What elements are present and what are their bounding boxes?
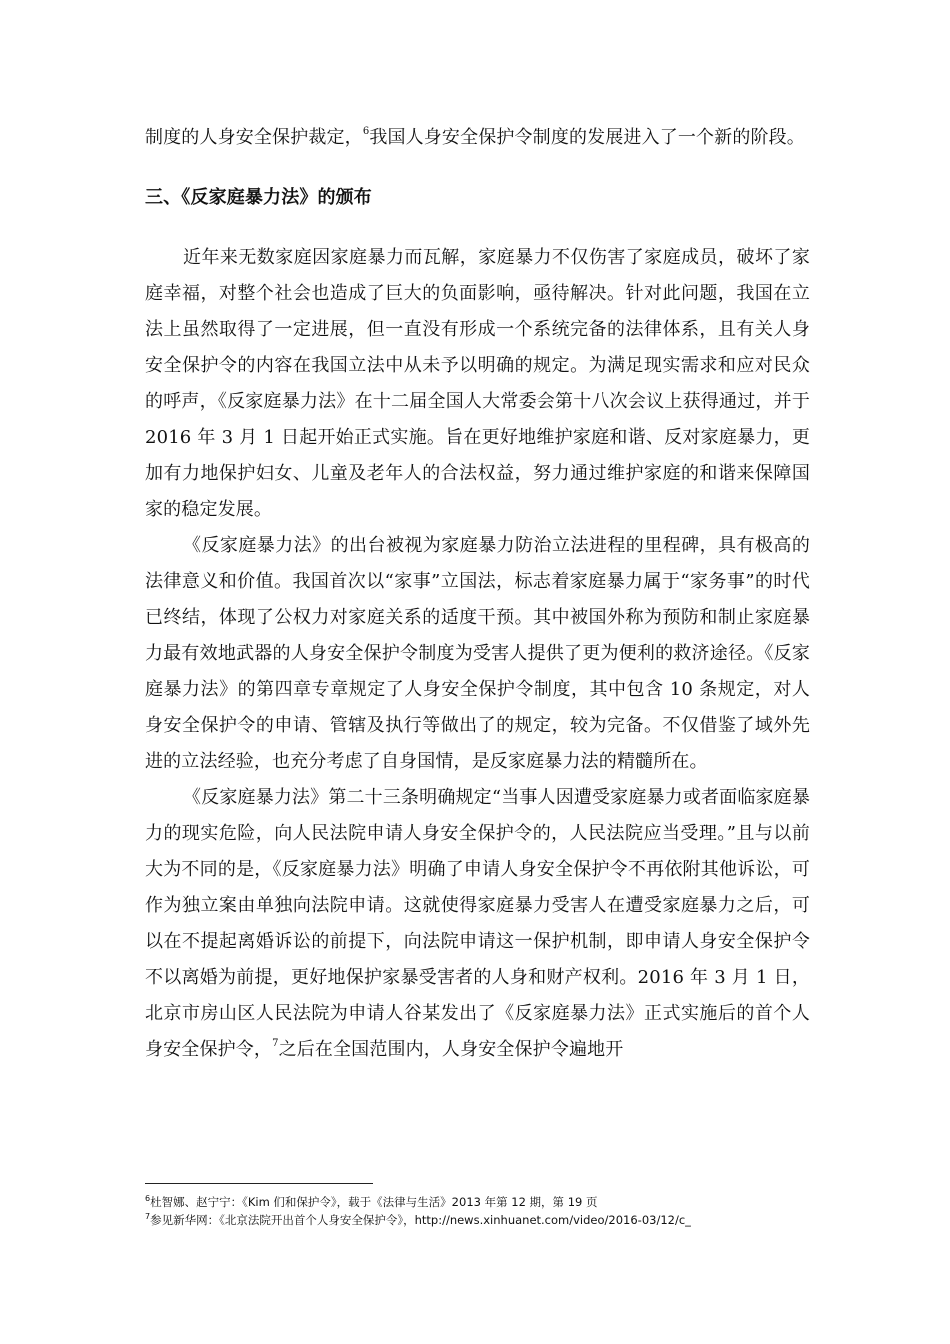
footnote-6 [145,1193,825,1211]
footnote-text: 参见新华网：《北京法院开出首个人身安全保护令》，http://news.xinhuanet.com/video/2016-03/12/c_ [150,1213,691,1227]
footnote-number: 6 [145,1194,151,1204]
footnote-text: 杜智娜、赵宁宁：《Kim 们和保护令》，载于《法律与生活》2013 年第 12 期，第 19 页 [150,1195,598,1209]
footnote-number: 7 [145,1212,151,1222]
paragraph-3 [145,780,810,1068]
footnote-ref-7[interactable]: 7 [272,1038,279,1049]
intro-paragraph [145,120,810,156]
intro-text-part1: 制度的人身安全保护裁定， [145,127,363,148]
document-body [145,120,810,1068]
footnote-7 [145,1211,825,1229]
footnote-separator [145,1183,373,1184]
footnote-ref-6[interactable]: 6 [362,126,370,137]
intro-text-part2: 我国人身安全保护令制度的发展进入了一个新的阶段。 [369,127,805,148]
paragraph-1: 近年来无数家庭因家庭暴力而瓦解，家庭暴力不仅伤害了家庭成员，破坏了家庭幸福，对整个社会也造成了巨大的负面影响，亟待解决。针对此问题，我国在立法上虽然取得了一定进展，但一直没有形成一个系统完备的法律体系，且有关人身安全保护令的内容在我国立法中从未予以明确的规定。为满足现实需求和应对民众的呼声，《反家庭暴力法》在十二届全国人大常委会第十八次会议上获得通过，并于 2016 年 3 月 1 日起开始正式实施。旨在更好地维护家庭和谐、反对家庭暴力，更加有力地保护妇女、儿童及老年人的合法权益，努力通过维护家庭的和谐来保障国家的稳定发展。 [145,247,810,520]
paragraph-3-part2: 之后在全国范围内，人身安全保护令遍地开 [278,1039,624,1060]
footnotes [145,1193,825,1229]
paragraph-3-part1: 《反家庭暴力法》第二十三条明确规定“当事人因遭受家庭暴力或者面临家庭暴力的现实危险，向人民法院申请人身安全保护令的，人民法院应当受理。”且与以前大为不同的是，《反家庭暴力法》明确了申请人身安全保护令不再依附其他诉讼，可作为独立案由单独向法院申请。这就使得家庭暴力受害人在遭受家庭暴力之后，可以在不提起离婚诉讼的前提下，向法院申请这一保护机制，即申请人身安全保护令不以离婚为前提，更好地保护家暴受害者的人身和财产权利。2016 年 3 月 1 日，北京市房山区人民法院为申请人谷某发出了《反家庭暴力法》正式实施后的首个人身安全保护令， [145,787,810,1060]
paragraph-2: 《反家庭暴力法》的出台被视为家庭暴力防治立法进程的里程碑，具有极高的法律意义和价值。我国首次以“家事”立国法，标志着家庭暴力属于“家务事”的时代已终结，体现了公权力对家庭关系的适度干预。其中被国外称为预防和制止家庭暴力最有效地武器的人身安全保护令制度为受害人提供了更为便利的救济途径。《反家庭暴力法》的第四章专章规定了人身安全保护令制度，其中包含 10 条规定，对人身安全保护令的申请、管辖及执行等做出了的规定，较为完备。不仅借鉴了域外先进的立法经验，也充分考虑了自身国情，是反家庭暴力法的精髓所在。 [145,535,810,772]
section-heading: 三、《反家庭暴力法》的颁布 [145,187,372,208]
